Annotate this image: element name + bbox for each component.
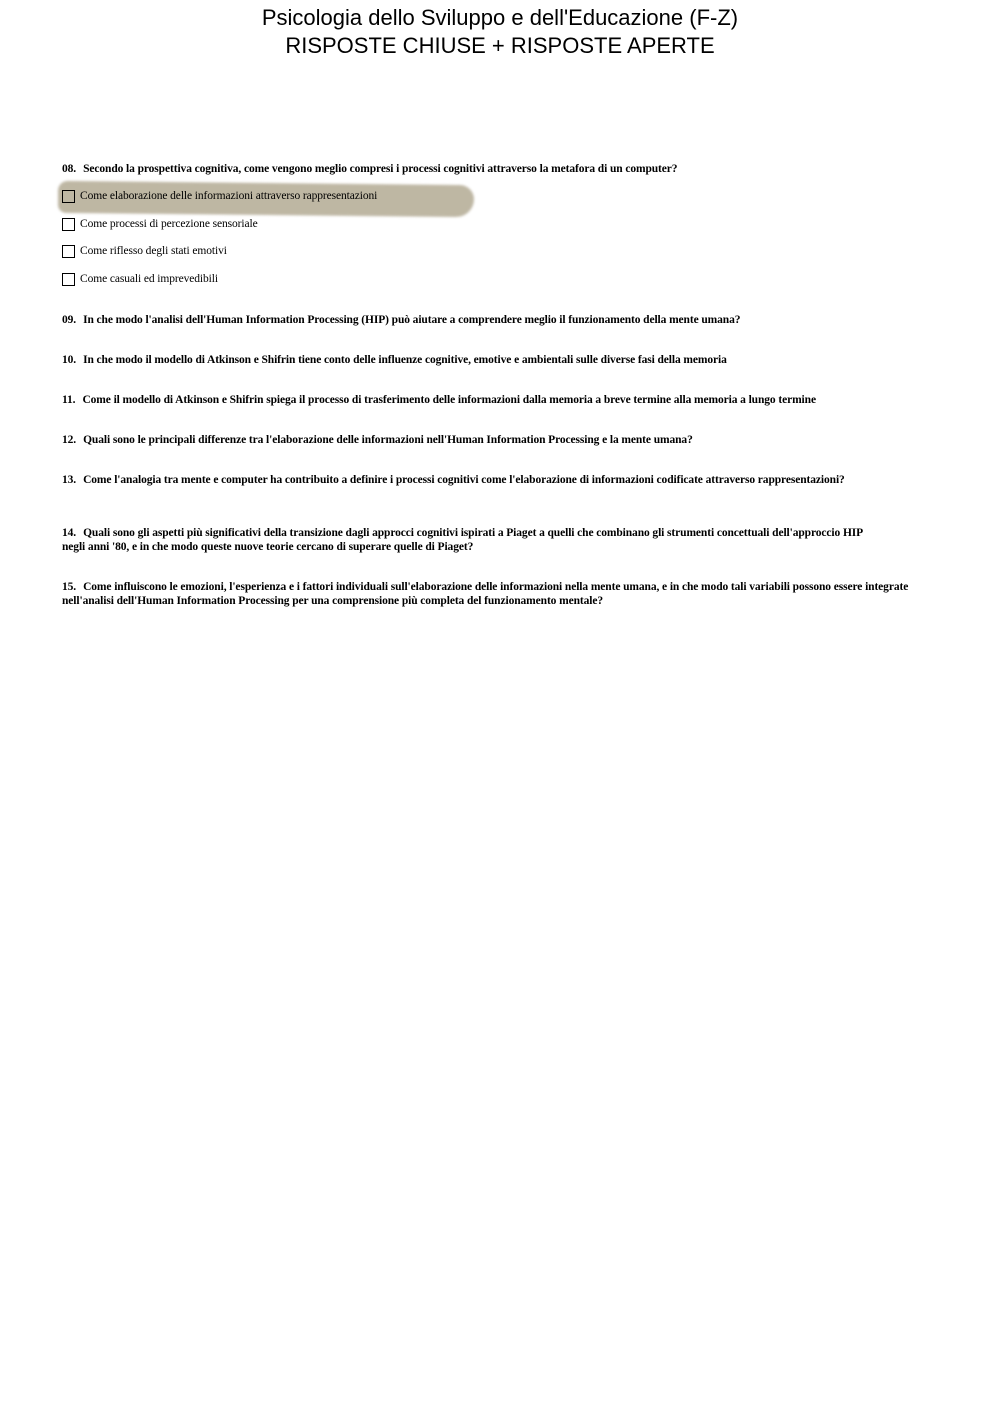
question-text: Quali sono gli aspetti più significativi della transizione dagli approcci cognitivi ispirati a Piaget a quelli che combinano gli strumenti concettuali dell'approccio HIP negli anni '80, e in che modo queste nuove teorie cercano di superare quelle di Piaget? (62, 527, 863, 553)
question-14 (62, 526, 872, 554)
option-label: Come riflesso degli stati emotivi (80, 245, 227, 257)
question-15 (62, 580, 930, 608)
page-title: Psicologia dello Sviluppo e dell'Educazione (F-Z) (261, 5, 739, 30)
question-09 (62, 313, 932, 327)
checkbox[interactable] (62, 218, 75, 231)
question-13 (62, 473, 862, 487)
question-text: Come influiscono le emozioni, l'esperienza e i fattori individuali sull'elaborazione delle informazioni nella mente umana, e in che modo tali variabili possono essere integrate nell'analisi dell'Human Information Processing per una comprensione più completa del funzionamento mentale? (62, 581, 909, 607)
question-number: 14. (62, 527, 77, 539)
question-number: 09. (62, 314, 77, 326)
option-2[interactable] (62, 216, 258, 232)
question-12 (62, 433, 932, 447)
question-number: 13. (62, 474, 77, 486)
question-text: Secondo la prospettiva cognitiva, come vengono meglio compresi i processi cognitivi attraverso la metafora di un computer? (83, 163, 678, 175)
question-text: Quali sono le principali differenze tra l'elaborazione delle informazioni nell'Human Information Processing e la mente umana? (83, 434, 693, 446)
question-08 (62, 162, 932, 176)
option-label: Come casuali ed imprevedibili (80, 273, 218, 285)
question-number: 11. (62, 394, 76, 406)
question-number: 10. (62, 354, 77, 366)
question-number: 12. (62, 434, 77, 446)
option-1[interactable] (62, 188, 377, 204)
option-4[interactable] (62, 271, 218, 287)
question-text: Come l'analogia tra mente e computer ha contribuito a definire i processi cognitivi come l'elaborazione di informazioni codificate attraverso rappresentazioni? (83, 474, 845, 486)
question-11 (62, 393, 932, 407)
checkbox[interactable] (62, 190, 75, 203)
page-header (0, 4, 1000, 60)
question-10 (62, 353, 932, 367)
option-3[interactable] (62, 243, 227, 259)
option-label: Come processi di percezione sensoriale (80, 218, 258, 230)
question-text: In che modo l'analisi dell'Human Information Processing (HIP) può aiutare a comprendere meglio il funzionamento della mente umana? (83, 314, 741, 326)
checkbox[interactable] (62, 245, 75, 258)
checkbox[interactable] (62, 273, 75, 286)
question-text: In che modo il modello di Atkinson e Shifrin tiene conto delle influenze cognitive, emotive e ambientali sulle diverse fasi della memoria (83, 354, 727, 366)
page-subtitle: RISPOSTE CHIUSE + RISPOSTE APERTE (285, 33, 715, 58)
question-text: Come il modello di Atkinson e Shifrin spiega il processo di trasferimento delle informazioni dalla memoria a breve termine alla memoria a lungo termine (82, 394, 816, 406)
option-label: Come elaborazione delle informazioni attraverso rappresentazioni (80, 190, 378, 202)
question-number: 15. (62, 581, 77, 593)
question-number: 08. (62, 163, 77, 175)
